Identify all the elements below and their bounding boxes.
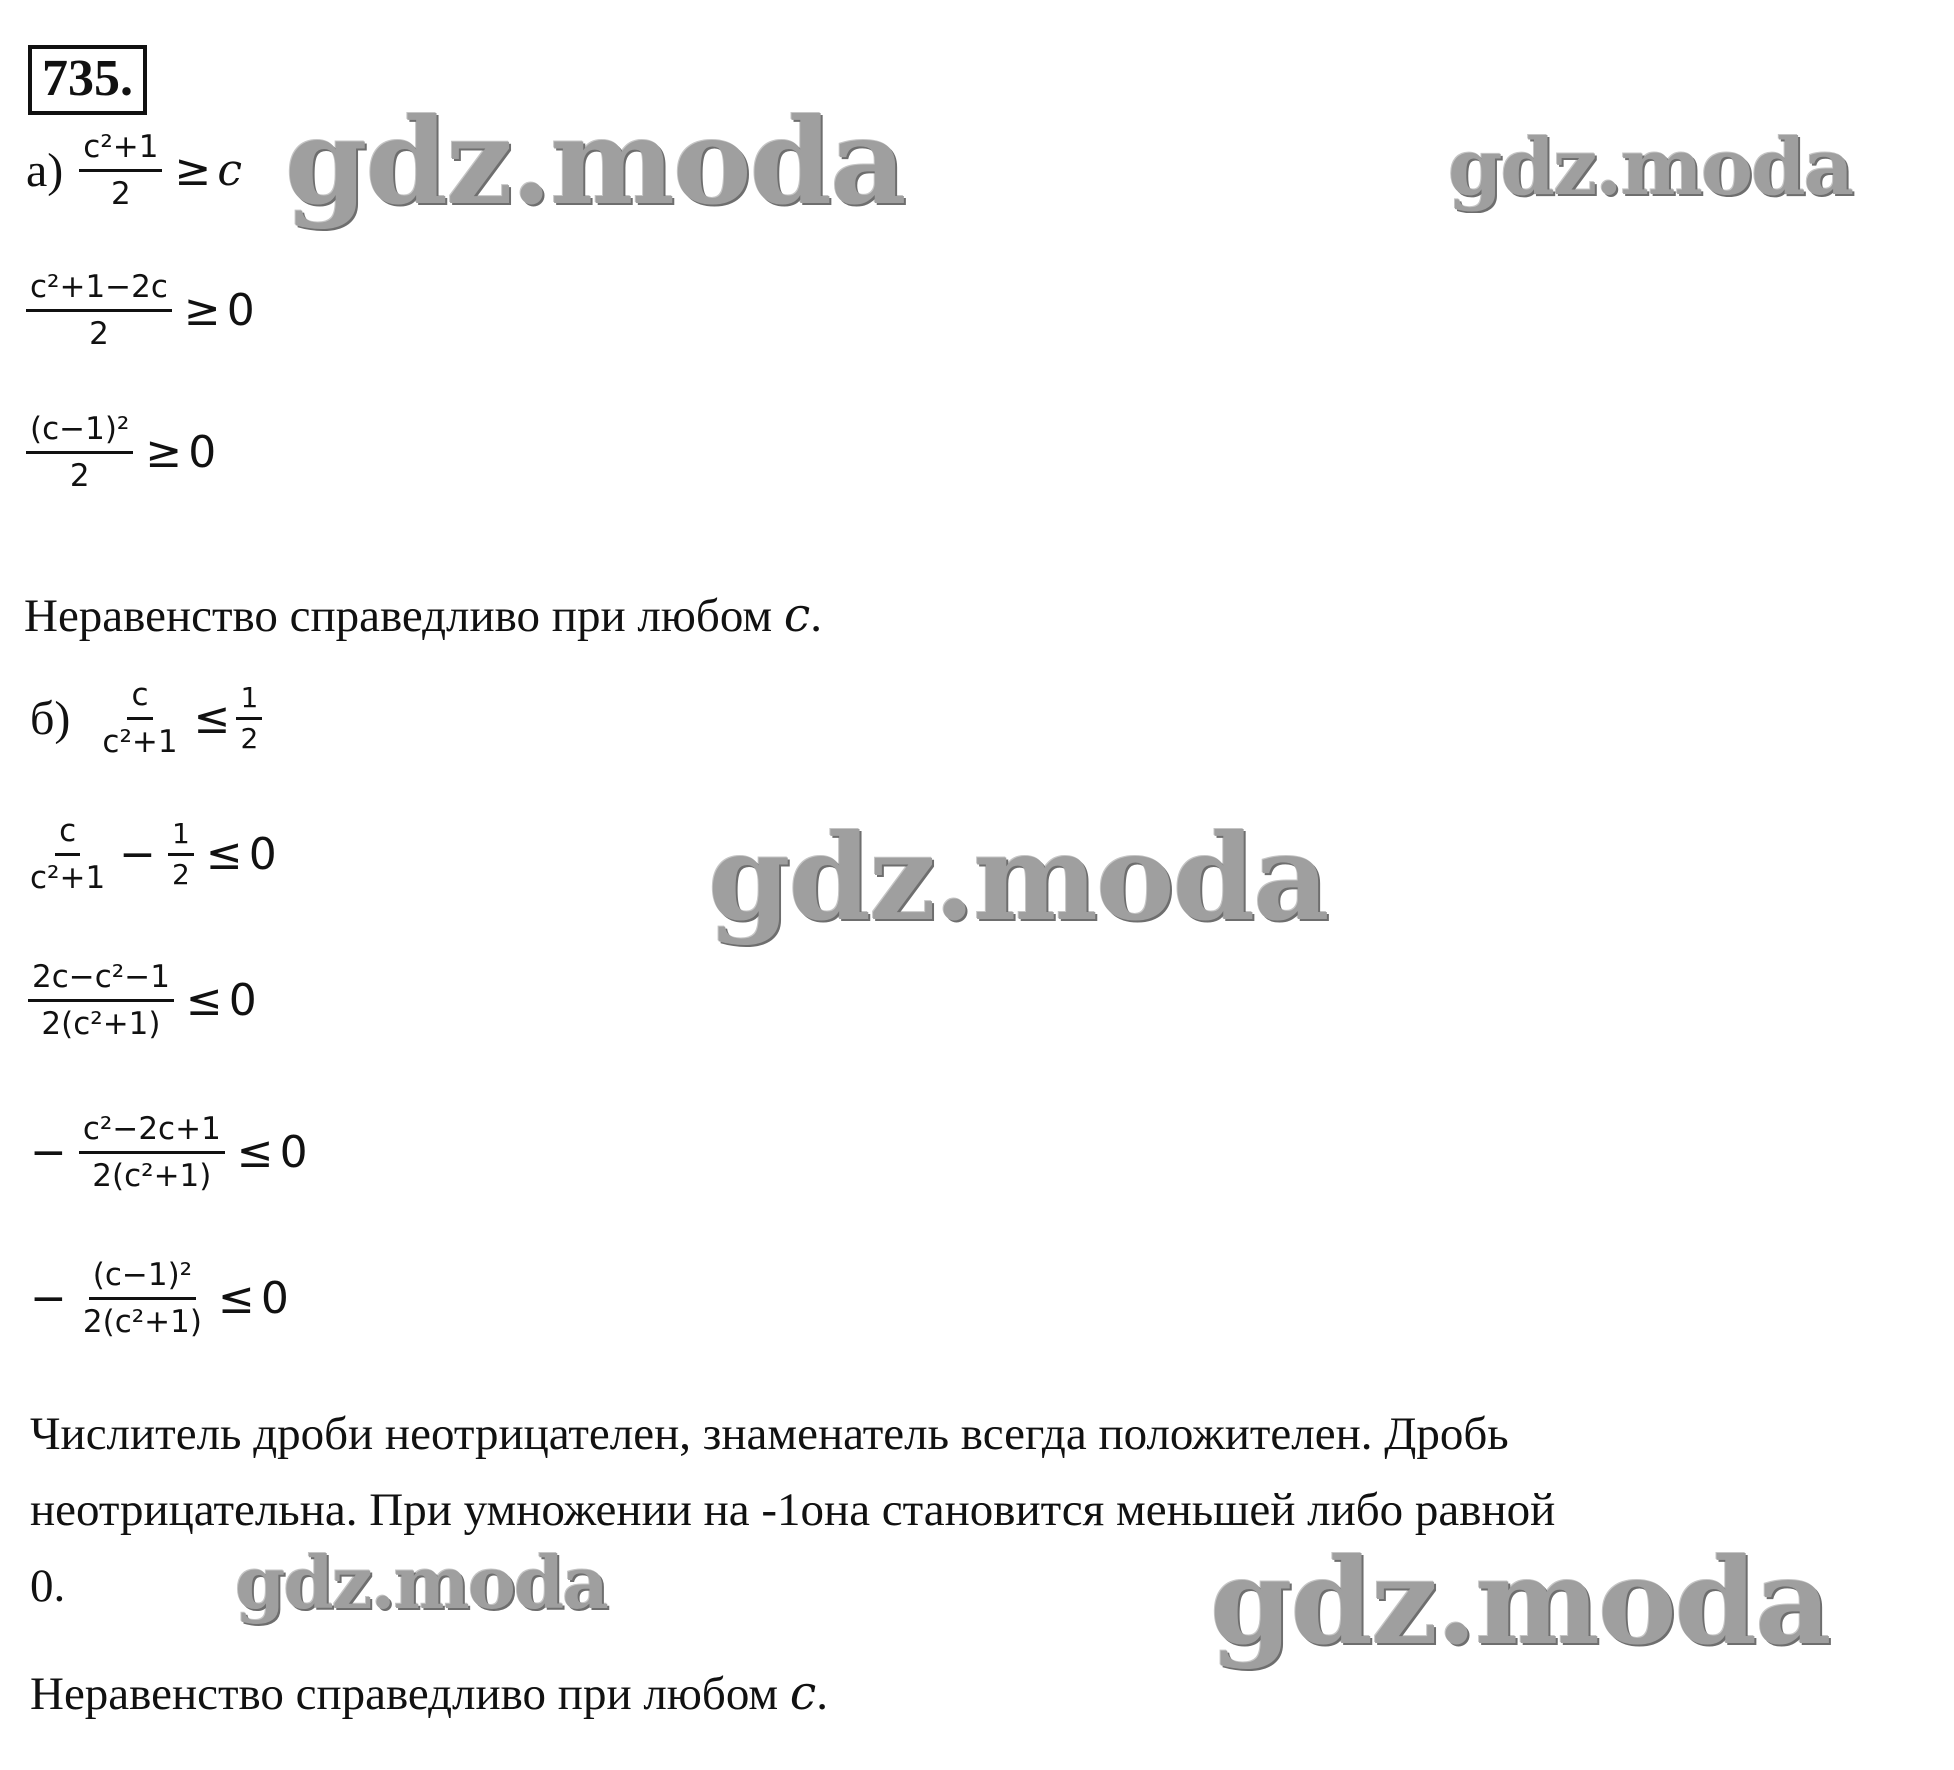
part-a-line-1	[26, 128, 242, 213]
numerator: 1	[168, 818, 194, 856]
right-hand-side: 0	[226, 285, 255, 336]
numerator: c	[127, 676, 152, 720]
right-hand-side: c	[217, 145, 242, 196]
conclusion-text: Неравенство справедливо при любом	[24, 590, 773, 642]
negative-sign: −	[30, 1273, 67, 1324]
conclusion-end: .	[810, 590, 822, 642]
part-b-line-3	[22, 958, 257, 1043]
relation-sign: ≥	[174, 145, 212, 196]
explanation-line-2: неотрицательна. При умножении на -1она становится меньшей либо равной	[30, 1484, 1556, 1536]
denominator: c²+1	[102, 724, 178, 760]
watermark: gdz.moda	[285, 92, 905, 231]
relation-sign: ≤	[217, 1273, 255, 1324]
fraction	[168, 818, 194, 891]
fraction	[79, 1256, 206, 1341]
part-b-line-1	[30, 676, 268, 761]
fraction	[26, 410, 133, 495]
right-hand-side: 0	[248, 829, 277, 880]
part-a-line-3	[20, 410, 216, 495]
explanation-line-3: 0.	[30, 1560, 66, 1612]
relation-sign: ≤	[193, 693, 231, 744]
numerator: (c−1)²	[26, 410, 133, 454]
part-a-label: а)	[26, 144, 64, 197]
part-b-line-5	[26, 1256, 289, 1341]
fraction	[26, 268, 172, 353]
relation-sign: ≥	[183, 285, 221, 336]
denominator: 2	[89, 316, 109, 352]
denominator: 2(c²+1)	[41, 1006, 161, 1042]
right-hand-side: 0	[228, 975, 257, 1026]
watermark: gdz.moda	[235, 1540, 607, 1625]
problem-number: 735.	[28, 45, 147, 115]
numerator: c²−2c+1	[79, 1110, 225, 1154]
denominator: 2	[69, 458, 90, 494]
watermark: gdz.moda	[1210, 1532, 1830, 1671]
watermark: gdz.moda	[708, 808, 1328, 947]
conclusion-variable: c	[783, 588, 811, 643]
fraction	[236, 682, 262, 755]
part-b-line-4	[26, 1110, 308, 1195]
fraction	[26, 812, 109, 897]
numerator: 1	[236, 682, 262, 720]
numerator: c²+1	[79, 128, 162, 172]
right-hand-side: 0	[279, 1127, 308, 1178]
part-b-conclusion	[30, 1664, 828, 1724]
part-b-label: б)	[30, 692, 71, 745]
conclusion-text: Неравенство справедливо при любом	[30, 1668, 779, 1720]
numerator: c²+1−2c	[26, 268, 172, 312]
denominator: 2	[111, 176, 131, 212]
part-a-line-2	[20, 268, 255, 353]
fraction	[98, 676, 181, 761]
fraction	[79, 1110, 225, 1195]
part-b-line-2	[20, 812, 277, 897]
minus-sign: −	[119, 829, 157, 880]
relation-sign: ≥	[145, 427, 183, 478]
relation-sign: ≤	[236, 1127, 274, 1178]
explanation-line-1: Числитель дроби неотрицателен, знаменатель всегда положителен. Дробь	[30, 1408, 1509, 1460]
denominator: 2(c²+1)	[92, 1158, 212, 1194]
negative-sign: −	[30, 1127, 67, 1178]
denominator: 2	[240, 722, 259, 755]
denominator: c²+1	[30, 860, 106, 896]
relation-sign: ≤	[205, 829, 243, 880]
denominator: 2(c²+1)	[82, 1304, 202, 1340]
fraction	[28, 958, 174, 1043]
fraction	[79, 128, 162, 213]
conclusion-variable: c	[789, 1666, 817, 1721]
right-hand-side: 0	[260, 1273, 289, 1324]
part-a-conclusion	[24, 586, 822, 646]
numerator: 2c−c²−1	[28, 958, 174, 1002]
numerator: c	[55, 812, 80, 856]
conclusion-end: .	[816, 1668, 828, 1720]
watermark: gdz.moda	[1448, 122, 1853, 213]
numerator: (c−1)²	[89, 1256, 196, 1300]
right-hand-side: 0	[188, 427, 217, 478]
denominator: 2	[172, 858, 190, 891]
relation-sign: ≤	[185, 975, 223, 1026]
